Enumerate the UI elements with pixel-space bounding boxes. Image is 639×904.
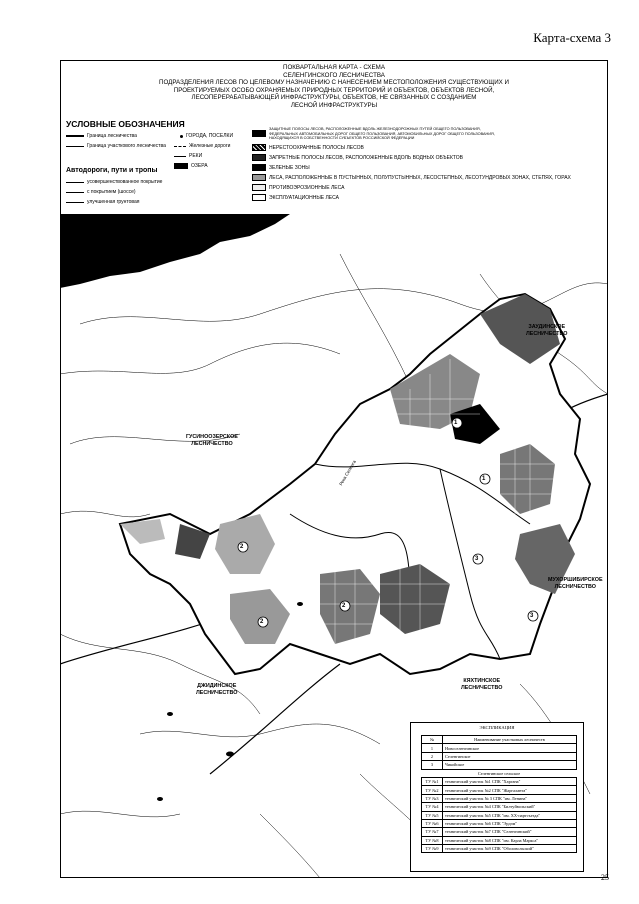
explication-table [410, 722, 584, 872]
table-cell: технический участок №2 СПК "Жаргаланта" [443, 786, 577, 794]
title-line: ПОКВАРТАЛЬНАЯ КАРТА - СХЕМА [283, 64, 385, 71]
legend-label: ГОРОДА, ПОСЕЛКИ [186, 133, 234, 139]
legend-exploitation [252, 194, 339, 201]
railway-line-symbol [174, 146, 186, 147]
legend-cities [180, 133, 233, 139]
green-zones-swatch [252, 164, 266, 171]
title-line: ПРОЕКТИРУЕМЫХ ОСОБО ОХРАНЯЕМЫХ ПРИРОДНЫХ ТЕРРИТОРИЙ И ОБЪЕКТОВ, ОБЪЕКТОВ ЛЕСНОЙ, [173, 86, 495, 94]
label-line: ЛЕСНИЧЕСТВО [554, 583, 596, 590]
legend-label: с покрытием (шоссе) [87, 189, 136, 195]
legend-anti-erosion [252, 184, 344, 191]
table-cell: Чикойское [443, 761, 577, 769]
legend-label: Граница участкового лесничества [87, 143, 166, 149]
label-line: ЛЕСНИЧЕСТВО [196, 689, 238, 696]
district-number: 1 [482, 476, 486, 482]
table-cell: ТУ №5 [422, 811, 443, 819]
legend-desert-forests [252, 174, 571, 181]
legend-label: НЕРЕСТООХРАННЫЕ ПОЛОСЫ ЛЕСОВ [269, 144, 364, 151]
legend-boundary-district [66, 143, 166, 149]
table-row [422, 761, 577, 769]
desert-forests-swatch [252, 174, 266, 181]
table-cell: ТУ №1 [422, 777, 443, 785]
road-line-symbol [66, 182, 84, 183]
table-row [422, 845, 577, 853]
district-number: 1 [454, 420, 458, 426]
legend-label: ЗЕЛЕНЫЕ ЗОНЫ [269, 164, 310, 171]
label-line: ГУСИНООЗЕРСКОЕ [186, 434, 238, 440]
water-strips-swatch [252, 154, 266, 161]
legend-lakes [174, 163, 208, 169]
legend-label: ПРОТИВОЭРОЗИОННЫЕ ЛЕСА [269, 184, 345, 191]
legend-green-zones [252, 164, 310, 171]
legend-label: НАХОДЯЩИХСЯ В СОБСТВЕННОСТИ СУБЪЕКТОВ РОССИЙСКОЙ ФЕДЕРАЦИИ [269, 136, 415, 141]
table-cell: 1 [422, 744, 443, 752]
title-line: ПОДРАЗДЕЛЕНИЯ ЛЕСОВ ПО ЦЕЛЕВОМУ НАЗНАЧЕНИЮ С НАНЕСЕНИЕМ МЕСТОПОЛОЖЕНИЯ СУЩЕСТВУЮЩИХ И [159, 79, 509, 87]
road-line-symbol [66, 192, 84, 193]
legend-label: Железные дороги [189, 143, 231, 149]
title-line: ЛЕСОПЕРЕРАБАТЫВАЮЩЕЙ ИНФРАСТРУКТУРЫ, ОБЪЕКТОВ, НЕ СВЯЗАННЫХ С СОЗДАНИЕМ [191, 94, 477, 102]
label-river: Река Селенга [338, 459, 357, 487]
table-subtitle: Селенгинское сельское [422, 769, 577, 777]
table-cell: технический участок №1 СПК "Харгана" [443, 777, 577, 785]
label-line: ЛЕСНИЧЕСТВО [526, 330, 568, 337]
table-cell: технический участок №7 СПК "Селенгинский" [443, 828, 577, 836]
district-number: 3 [475, 556, 479, 562]
legend-label: улучшенная грунтовая [87, 199, 140, 205]
table-cell: ТУ №8 [422, 836, 443, 844]
label-dzhida [196, 683, 237, 696]
table-cell: 2 [422, 752, 443, 760]
table-cell: ТУ №2 [422, 786, 443, 794]
table-header-row [422, 736, 577, 744]
title-line: СЕЛЕНГИНСКОГО ЛЕСНИЧЕСТВА [283, 71, 385, 79]
legend-label: ОЗЕРА [191, 163, 208, 169]
city-dot-icon [180, 135, 183, 138]
legend-protective-strips [252, 127, 495, 141]
legend-road-dirt [66, 199, 140, 205]
table-cell: 3 [422, 761, 443, 769]
legend-label: ФЕДЕРАЛЬНЫХ АВТОМОБИЛЬНЫХ ДОРОГ ОБЩЕГО ПОЛЬЗОВАНИЯ, АВТОМОБИЛЬНЫХ ДОРОГ ОБЩЕГО ПОЛЬЗОВАНИЯ, [269, 131, 495, 136]
label-line: ДЖИДИНСКОЕ [197, 683, 237, 689]
table-row [422, 811, 577, 819]
table-cell: технический участок №6 СПК "Эрдэм" [443, 819, 577, 827]
anti-erosion-swatch [252, 184, 266, 191]
lake-symbol [174, 163, 188, 169]
label-line: ЛЕСНИЧЕСТВО [191, 440, 233, 447]
explication-grid [421, 735, 577, 853]
legend-water-strips [252, 154, 463, 161]
district-number: 2 [260, 619, 264, 625]
table-header-cell: № [422, 736, 443, 744]
table-cell: ТУ №3 [422, 794, 443, 802]
legend-label-multiline [269, 127, 495, 141]
table-row [422, 803, 577, 811]
label-zaudinsk [526, 324, 567, 337]
table-cell: ТУ №4 [422, 803, 443, 811]
table-subtitle-row [422, 769, 577, 777]
legend-label: ЛЕСА, РАСПОЛОЖЕННЫЕ В ПУСТЫННЫХ, ПОЛУПУСТЫННЫХ, ЛЕСОСТЕПНЫХ, ЛЕСОТУНДРОВЫХ ЗОНАХ, СТЕПЯХ, ГОРАХ [269, 174, 571, 181]
table-cell: ТУ №7 [422, 828, 443, 836]
spawning-swatch [252, 144, 266, 151]
label-line: ЛЕСНИЧЕСТВО [461, 684, 503, 691]
legend-road-improved [66, 179, 162, 185]
legend-rivers [174, 153, 202, 159]
page-header: Карта-схема 3 [533, 30, 611, 45]
lake-baikal [60, 214, 290, 288]
protective-strips-swatch [252, 130, 266, 137]
legend-label: ЭКСПЛУАТАЦИОННЫЕ ЛЕСА [269, 194, 339, 201]
table-header-cell: Наименование участковых лесничеств [443, 736, 577, 744]
map-legend [62, 115, 606, 215]
table-row [422, 836, 577, 844]
thin-line-symbol [66, 146, 84, 147]
table-cell: технический участок №9 СПК "Оболовольский" [443, 845, 577, 853]
legend-label: усовершенствованное покрытие [87, 179, 163, 185]
legend-label: ЗАЩИТНЫЕ ПОЛОСЫ ЛЕСОВ, РАСПОЛОЖЕННЫЕ ВДОЛЬ ЖЕЛЕЗНОДОРОЖНЫХ ПУТЕЙ ОБЩЕГО ПОЛЬЗОВАНИЯ, [269, 127, 481, 131]
map-title [60, 60, 608, 110]
table-row [422, 828, 577, 836]
road-line-symbol [66, 202, 84, 203]
district-number: 3 [530, 613, 534, 619]
table-cell: технический участок №4 СПК "Билтуйвольский" [443, 803, 577, 811]
table-row [422, 744, 577, 752]
label-line: КЯХТИНСКОЕ [463, 678, 501, 684]
label-mukhorshibir [548, 577, 603, 590]
legend-label: Граница лесничества [87, 133, 137, 139]
label-line: ЗАУДИНСКОЕ [528, 324, 566, 330]
label-kyakhta [461, 678, 502, 691]
table-cell: технический участок №5 СПК "им. XX-партсъезда" [443, 811, 577, 819]
table-cell: технический участок №8 СПК "им. Карла Маркса" [443, 836, 577, 844]
table-row [422, 752, 577, 760]
district-number: 2 [240, 544, 244, 550]
table-row [422, 819, 577, 827]
table-row [422, 786, 577, 794]
label-line: МУХОРШИБИРСКОЕ [548, 577, 603, 583]
title-line: ЛЕСНОЙ ИНФРАСТРУКТУРЫ [290, 101, 378, 109]
river-line-symbol [174, 156, 186, 157]
table-cell: ТУ №9 [422, 845, 443, 853]
table-cell: технический участок № 3 СПК "им. Ленина" [443, 794, 577, 802]
legend-label: РЕКИ [189, 153, 203, 159]
exploitation-swatch [252, 194, 266, 201]
table-cell: ТУ №6 [422, 819, 443, 827]
legend-road-paved [66, 189, 136, 195]
legend-label: ЗАПРЕТНЫЕ ПОЛОСЫ ЛЕСОВ, РАСПОЛОЖЕННЫЕ ВДОЛЬ ВОДНЫХ ОБЪЕКТОВ [269, 154, 463, 161]
legend-boundary-forestry [66, 133, 137, 139]
table-cell: Новоселенгинское [443, 744, 577, 752]
legend-railways [174, 143, 230, 149]
page-number: 25 [601, 873, 609, 882]
table-cell: Селенгинское [443, 752, 577, 760]
district-number: 2 [342, 603, 346, 609]
explication-title: ЭКСПЛИКАЦИЯ [479, 725, 515, 730]
table-row [422, 777, 577, 785]
legend-spawning [252, 144, 364, 151]
table-row [422, 794, 577, 802]
thick-line-symbol [66, 135, 84, 137]
label-gusinoozersk [186, 434, 238, 447]
legend-title: УСЛОВНЫЕ ОБОЗНАЧЕНИЯ [66, 119, 185, 129]
legend-roads-title: Автодороги, пути и тропы [66, 167, 158, 174]
